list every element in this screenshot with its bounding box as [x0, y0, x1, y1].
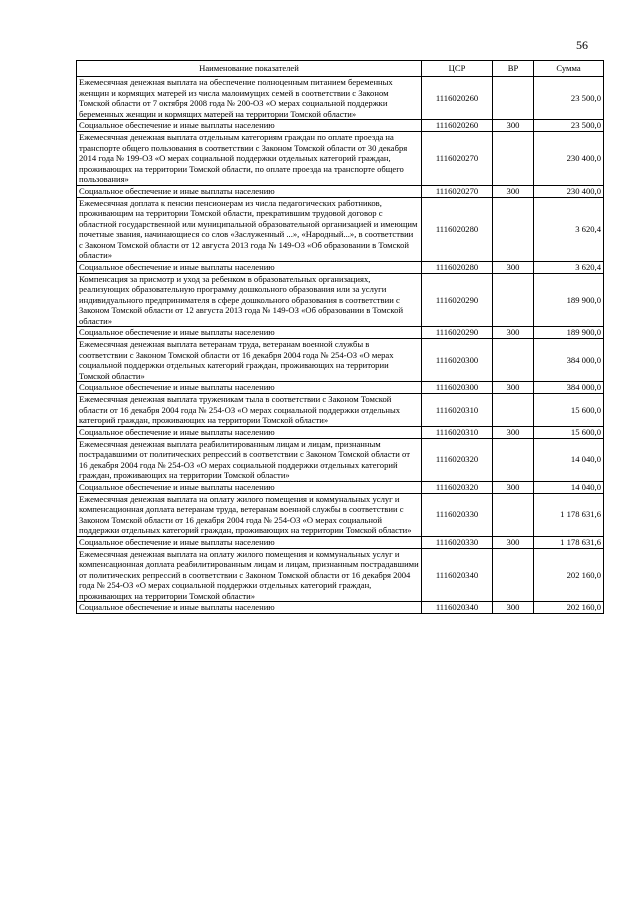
- row-name: Ежемесячная денежная выплата реабилитированным лицам и лицам, признанным пострадавшими от политических репрессий в соответствии с Законом Томской области от 16 декабря 2004 года № 254-ОЗ «О мерах социальной поддержки отдельных категорий граждан, проживающих на территории Томской области»: [77, 438, 422, 481]
- table-row: [77, 481, 604, 493]
- row-name: Социальное обеспечение и иные выплаты населению: [77, 327, 422, 339]
- row-vr: [493, 548, 534, 602]
- row-vr: 300: [493, 602, 534, 614]
- row-csr: 1116020260: [422, 120, 493, 132]
- row-vr: 300: [493, 261, 534, 273]
- row-name: Компенсация за присмотр и уход за ребенком в образовательных организациях, реализующих образовательную программу дошкольного образования или за услуги индивидуального предпринимателя в сфере дошкольного образования в соответствии с Законом Томской области от 12 августа 2013 года № 149-ОЗ «Об образовании в Томской области»: [77, 273, 422, 327]
- row-sum: 14 040,0: [534, 438, 604, 481]
- row-name: Ежемесячная денежная выплата на оплату жилого помещения и коммунальных услуг и компенсационная доплата ветеранам труда, ветеранам военной службы в соответствии с Законом Томской области от 16 декабря 2004 года № 254-ОЗ «О мерах социальной поддержки отдельных категорий граждан, проживающих на территории Томской области»: [77, 493, 422, 536]
- row-vr: 300: [493, 481, 534, 493]
- row-vr: 300: [493, 426, 534, 438]
- row-name: Социальное обеспечение и иные выплаты населению: [77, 426, 422, 438]
- row-name: Социальное обеспечение и иные выплаты населению: [77, 261, 422, 273]
- row-csr: 1116020290: [422, 327, 493, 339]
- row-csr: 1116020320: [422, 438, 493, 481]
- row-vr: 300: [493, 120, 534, 132]
- table-row: [77, 132, 604, 186]
- row-sum: 15 600,0: [534, 394, 604, 427]
- row-sum: 15 600,0: [534, 426, 604, 438]
- row-sum: 23 500,0: [534, 120, 604, 132]
- row-sum: 189 900,0: [534, 327, 604, 339]
- row-name: Ежемесячная денежная выплата труженикам тыла в соответствии с Законом Томской области от 16 декабря 2004 года № 254-ОЗ «О мерах социальной поддержки отдельных категорий граждан, проживающих на территории Томской области»: [77, 394, 422, 427]
- row-csr: 1116020320: [422, 481, 493, 493]
- row-vr: 300: [493, 185, 534, 197]
- row-csr: 1116020340: [422, 602, 493, 614]
- page-number: 56: [576, 38, 588, 52]
- row-vr: [493, 132, 534, 186]
- row-name: Социальное обеспечение и иные выплаты населению: [77, 602, 422, 614]
- row-vr: 300: [493, 327, 534, 339]
- table-row: [77, 536, 604, 548]
- table-header-row: [77, 61, 604, 77]
- row-csr: 1116020340: [422, 548, 493, 602]
- row-sum: 384 000,0: [534, 382, 604, 394]
- row-name: Социальное обеспечение и иные выплаты населению: [77, 120, 422, 132]
- row-csr: 1116020280: [422, 261, 493, 273]
- row-name: Ежемесячная денежная выплата на оплату жилого помещения и коммунальных услуг и компенсационная доплата реабилитированным лицам и лицам, признанным пострадавшими от политических репрессий в соответствии с Законом Томской области от 16 декабря 2004 года № 254-ОЗ «О мерах социальной поддержки отдельных категорий граждан, проживающих на территории Томской области»: [77, 548, 422, 602]
- header-name: Наименование показателей: [77, 61, 422, 77]
- table-row: [77, 548, 604, 602]
- row-sum: 202 160,0: [534, 548, 604, 602]
- row-vr: 300: [493, 382, 534, 394]
- row-csr: 1116020310: [422, 394, 493, 427]
- row-csr: 1116020280: [422, 197, 493, 261]
- row-csr: 1116020270: [422, 185, 493, 197]
- row-csr: 1116020270: [422, 132, 493, 186]
- table-row: [77, 382, 604, 394]
- table-row: [77, 493, 604, 536]
- row-vr: [493, 438, 534, 481]
- budget-table: [76, 60, 604, 614]
- row-name: Социальное обеспечение и иные выплаты населению: [77, 185, 422, 197]
- row-vr: [493, 339, 534, 382]
- row-name: Ежемесячная денежная выплата ветеранам труда, ветеранам военной службы в соответствии с Законом Томской области от 16 декабря 2004 года № 254-ОЗ «О мерах социальной поддержки отдельных категорий граждан, проживающих на территории Томской области»: [77, 339, 422, 382]
- row-csr: 1116020260: [422, 77, 493, 120]
- row-sum: 23 500,0: [534, 77, 604, 120]
- row-csr: 1116020310: [422, 426, 493, 438]
- table-row: [77, 339, 604, 382]
- table-row: [77, 197, 604, 261]
- row-sum: 230 400,0: [534, 185, 604, 197]
- header-vr: ВР: [493, 61, 534, 77]
- row-sum: 384 000,0: [534, 339, 604, 382]
- header-sum: Сумма: [534, 61, 604, 77]
- row-vr: 300: [493, 536, 534, 548]
- row-vr: [493, 197, 534, 261]
- row-csr: 1116020300: [422, 382, 493, 394]
- table-row: [77, 261, 604, 273]
- row-sum: 14 040,0: [534, 481, 604, 493]
- row-name: Ежемесячная денежная выплата отдельным категориям граждан по оплате проезда на транспорте общего пользования в соответствии с Законом Томской области от 30 декабря 2014 года № 199-ОЗ «О мерах социальной поддержки отдельных категорий граждан, проживающих на территории Томской области, по оплате проезда на транспорте общего пользования»: [77, 132, 422, 186]
- table-row: [77, 438, 604, 481]
- row-csr: 1116020290: [422, 273, 493, 327]
- row-name: Социальное обеспечение и иные выплаты населению: [77, 382, 422, 394]
- row-sum: 202 160,0: [534, 602, 604, 614]
- row-sum: 230 400,0: [534, 132, 604, 186]
- row-sum: 1 178 631,6: [534, 536, 604, 548]
- row-vr: [493, 77, 534, 120]
- table-row: [77, 120, 604, 132]
- row-name: Ежемесячная денежная выплата на обеспечение полноценным питанием беременных женщин и кормящих матерей из числа малоимущих семей в соответствии с Законом Томской области от 7 октября 2008 года № 200-ОЗ «О мерах социальной поддержки беременных женщин и кормящих матерей на территории Томской области»: [77, 77, 422, 120]
- row-name: Ежемесячная доплата к пенсии пенсионерам из числа педагогических работников, проживающим на территории Томской области, прекратившим трудовой договор с областной государственной или муниципальной образовательной организацией и имеющим почетные звания, начинающиеся со слов «Заслуженный ...», «Народный...», в соответствии с Законом Томской области от 12 августа 2013 года № 149-ОЗ «Об образовании в Томской области»: [77, 197, 422, 261]
- row-csr: 1116020300: [422, 339, 493, 382]
- row-name: Социальное обеспечение и иные выплаты населению: [77, 481, 422, 493]
- row-csr: 1116020330: [422, 536, 493, 548]
- table-row: [77, 327, 604, 339]
- table-row: [77, 602, 604, 614]
- row-vr: [493, 273, 534, 327]
- row-sum: 189 900,0: [534, 273, 604, 327]
- table-row: [77, 394, 604, 427]
- row-sum: 3 620,4: [534, 197, 604, 261]
- table-row: [77, 185, 604, 197]
- table-row: [77, 426, 604, 438]
- row-vr: [493, 493, 534, 536]
- row-sum: 3 620,4: [534, 261, 604, 273]
- row-name: Социальное обеспечение и иные выплаты населению: [77, 536, 422, 548]
- table-row: [77, 77, 604, 120]
- row-vr: [493, 394, 534, 427]
- header-csr: ЦСР: [422, 61, 493, 77]
- row-csr: 1116020330: [422, 493, 493, 536]
- row-sum: 1 178 631,6: [534, 493, 604, 536]
- table-row: [77, 273, 604, 327]
